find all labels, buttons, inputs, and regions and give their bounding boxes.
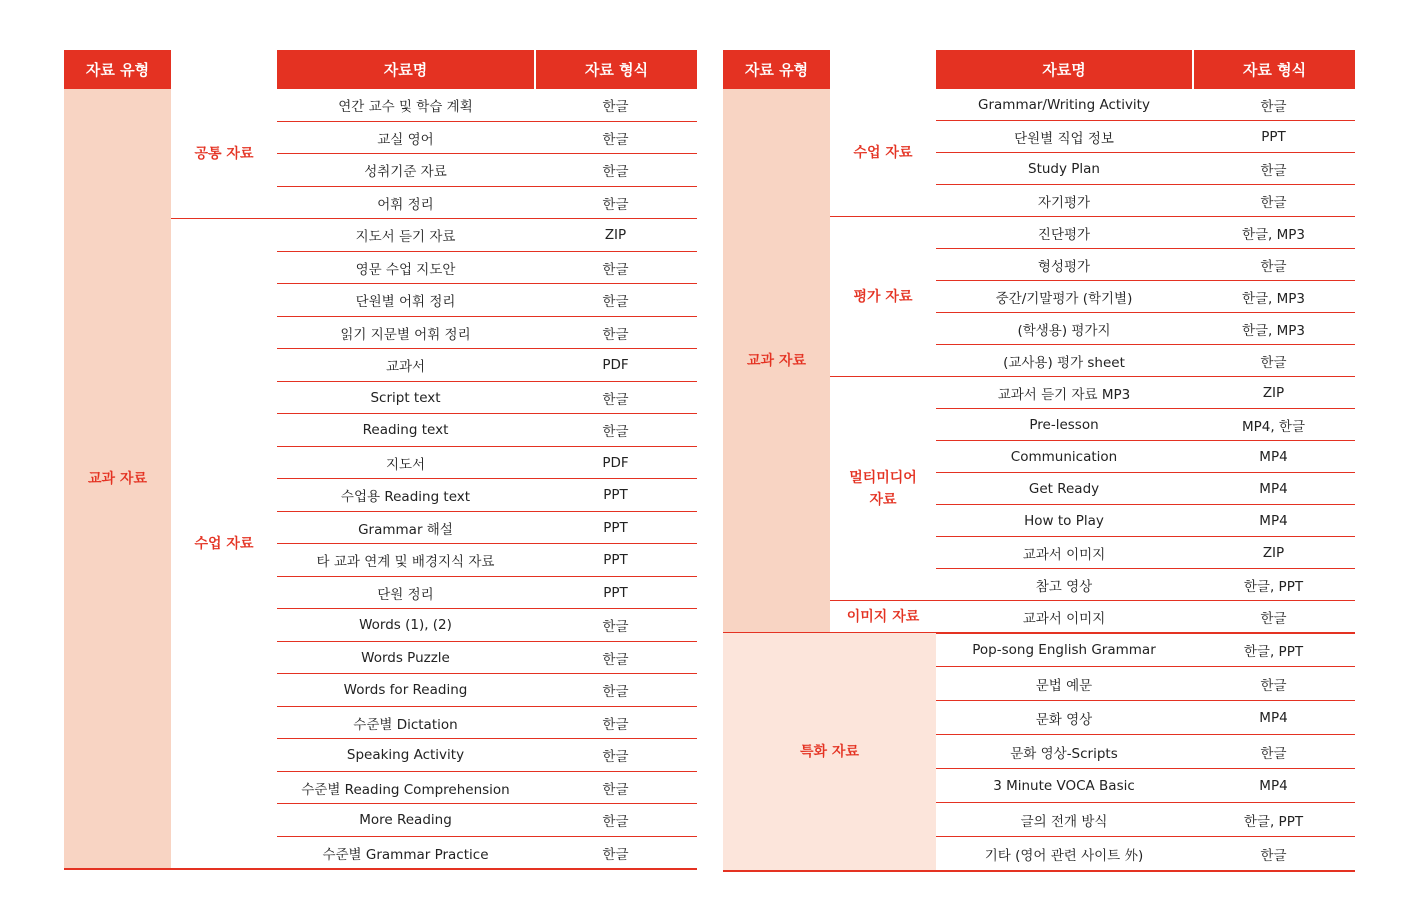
item-name: 타 교과 연계 및 배경지식 자료 xyxy=(316,554,495,571)
header-cell-1: 자료명 xyxy=(277,50,534,89)
item-format: PPT xyxy=(603,552,628,569)
item-format: PPT xyxy=(1261,129,1286,145)
item-name: (학생용) 평가지 xyxy=(1017,323,1111,339)
item-name: 단원별 직업 정보 xyxy=(1014,131,1114,147)
item-name: Pre-lesson xyxy=(1029,417,1099,433)
item-format: ZIP xyxy=(1262,385,1285,401)
item-name: 글의 전개 방식 xyxy=(1020,814,1108,830)
item-format: PDF xyxy=(602,357,629,374)
item-format: 한글 xyxy=(602,99,629,116)
item-name: 수업용 Reading text xyxy=(340,489,471,506)
item-format: 한글 xyxy=(602,651,629,668)
item-format: 한글, PPT xyxy=(1243,644,1304,660)
item-name: 문화 영상 xyxy=(1035,712,1093,728)
item-format: 한글, MP3 xyxy=(1241,291,1306,307)
item-format: PPT xyxy=(603,584,628,601)
header-cell-0: 자료 유형 xyxy=(723,50,830,89)
header-cell-2: 자료 형식 xyxy=(1194,50,1355,89)
item-name: 형성평가 xyxy=(1037,259,1091,275)
item-name: Grammar 해설 xyxy=(358,521,453,538)
item-format: 한글 xyxy=(1260,99,1287,115)
subcategory-label: 공통 자료 xyxy=(194,146,254,162)
item-format: 한글 xyxy=(602,424,629,441)
subcategory-label: 수업 자료 xyxy=(853,145,913,161)
item-format: 한글, PPT xyxy=(1243,579,1304,595)
item-name: 문화 영상-Scripts xyxy=(1010,746,1118,762)
item-format: PPT xyxy=(603,519,628,536)
item-format: 한글 xyxy=(602,196,629,213)
item-name: 읽기 지문별 어휘 정리 xyxy=(340,326,471,343)
item-format: 한글 xyxy=(602,261,629,278)
item-format: 한글, MP3 xyxy=(1241,323,1306,339)
item-format: MP4 xyxy=(1259,710,1288,726)
item-name: 영문 수업 지도안 xyxy=(355,261,456,278)
item-name: 수준별 Reading Comprehension xyxy=(301,781,510,798)
item-format: 한글 xyxy=(602,846,629,863)
item-format: MP4 xyxy=(1259,778,1288,794)
item-format: ZIP xyxy=(604,227,627,244)
item-format: 한글 xyxy=(1260,163,1287,179)
item-name: 3 Minute VOCA Basic xyxy=(993,778,1135,794)
right-resource-table xyxy=(723,50,1355,871)
item-name: 교과서 이미지 xyxy=(1022,611,1106,627)
category-label: 교과 자료 xyxy=(723,89,830,633)
table-bottom-border xyxy=(723,870,1355,872)
item-name: Words for Reading xyxy=(343,682,468,699)
item-name: 지도서 xyxy=(385,456,426,473)
item-format: MP4 xyxy=(1259,481,1288,497)
item-format: ZIP xyxy=(1262,545,1285,561)
item-format: 한글 xyxy=(602,131,629,148)
category-label: 특화 자료 xyxy=(723,633,936,871)
item-format: 한글 xyxy=(602,619,629,636)
item-name: 교과서 듣기 자료 MP3 xyxy=(997,387,1131,403)
item-format: 한글 xyxy=(1260,746,1287,762)
item-name: Study Plan xyxy=(1028,161,1100,177)
item-format: 한글 xyxy=(602,781,629,798)
item-format: MP4 xyxy=(1259,449,1288,465)
item-name: 교과서 이미지 xyxy=(1022,547,1106,563)
item-name: 지도서 듣기 자료 xyxy=(355,229,456,246)
category-label: 교과 자료 xyxy=(64,89,171,869)
item-name: Words (1), (2) xyxy=(359,617,452,634)
item-format: 한글 xyxy=(602,164,629,181)
item-name: How to Play xyxy=(1024,513,1104,529)
item-name: 진단평가 xyxy=(1037,227,1091,243)
item-name: Speaking Activity xyxy=(346,747,465,764)
item-name: Words Puzzle xyxy=(361,649,450,666)
item-name: 기타 (영어 관련 사이트 外) xyxy=(984,848,1144,864)
item-format: 한글 xyxy=(1260,848,1287,864)
item-name: Script text xyxy=(370,389,441,406)
left-resource-table xyxy=(64,50,697,869)
item-format: 한글, PPT xyxy=(1243,814,1304,830)
subcategory-label: 멀티미디어 자료 xyxy=(849,470,917,508)
table-bottom-border xyxy=(64,868,697,870)
item-format: 한글 xyxy=(602,326,629,343)
item-name: Communication xyxy=(1010,449,1118,465)
item-name: 교과서 xyxy=(385,359,426,376)
item-name: (교사용) 평가 sheet xyxy=(1003,355,1125,371)
item-name: Grammar/Writing Activity xyxy=(978,97,1150,113)
item-name: Reading text xyxy=(362,422,449,439)
item-format: 한글 xyxy=(1260,355,1287,371)
subcategory-label: 이미지 자료 xyxy=(846,609,920,625)
item-format: PPT xyxy=(603,487,628,504)
subcategory-label: 평가 자료 xyxy=(853,289,913,305)
item-format: 한글 xyxy=(1260,195,1287,211)
item-format: MP4 xyxy=(1259,513,1288,529)
item-name: 중간/기말평가 (학기별) xyxy=(995,291,1133,307)
item-format: 한글 xyxy=(602,391,629,408)
header-cell-1: 자료명 xyxy=(936,50,1192,89)
item-format: 한글 xyxy=(1260,259,1287,275)
subcategory-label: 수업 자료 xyxy=(194,536,254,552)
item-name: 자기평가 xyxy=(1037,195,1091,211)
item-name: 수준별 Grammar Practice xyxy=(322,846,489,863)
item-format: 한글 xyxy=(602,294,629,311)
item-name: 문법 예문 xyxy=(1035,678,1093,694)
item-name: Pop-song English Grammar xyxy=(972,642,1156,658)
item-format: 한글 xyxy=(602,814,629,831)
header-cell-0: 자료 유형 xyxy=(64,50,171,89)
item-name: Get Ready xyxy=(1028,481,1100,497)
item-name: 성취기준 자료 xyxy=(364,164,447,181)
item-format: MP4, 한글 xyxy=(1241,419,1306,435)
item-format: 한글 xyxy=(1260,611,1287,627)
header-cell-2: 자료 형식 xyxy=(536,50,697,89)
item-name: 어휘 정리 xyxy=(377,196,434,213)
item-name: 연간 교수 및 학습 계획 xyxy=(338,99,473,116)
item-name: 교실 영어 xyxy=(377,131,434,148)
item-format: 한글 xyxy=(602,716,629,733)
item-name: 단원별 어휘 정리 xyxy=(355,294,456,311)
item-name: More Reading xyxy=(359,812,452,829)
item-name: 참고 영상 xyxy=(1035,579,1093,595)
item-format: PDF xyxy=(602,454,629,471)
item-name: 단원 정리 xyxy=(377,586,434,603)
item-format: 한글 xyxy=(602,684,629,701)
item-format: 한글, MP3 xyxy=(1241,227,1306,243)
item-format: 한글 xyxy=(602,749,629,766)
item-format: 한글 xyxy=(1260,678,1287,694)
item-name: 수준별 Dictation xyxy=(353,716,458,733)
